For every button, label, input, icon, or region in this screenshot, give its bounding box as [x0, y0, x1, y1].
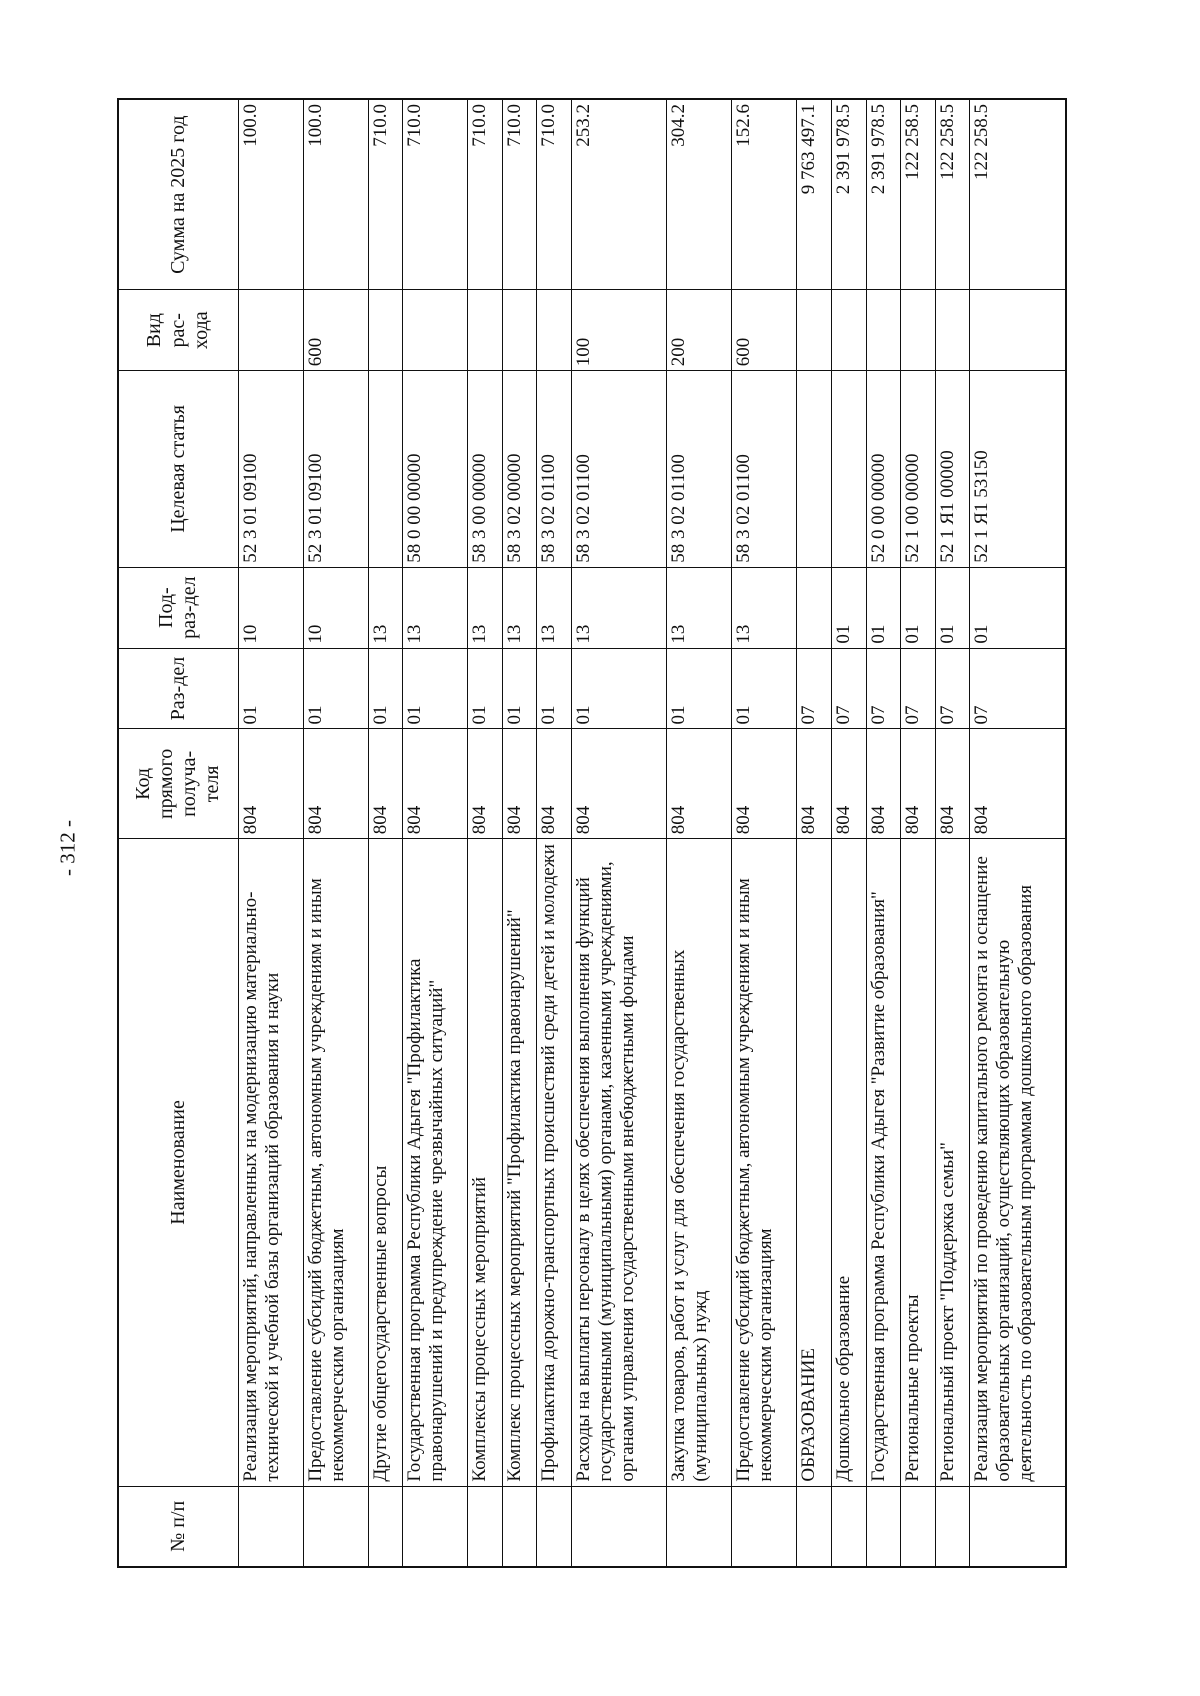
cell-target: 52 0 00 00000 — [866, 371, 901, 568]
cell-sum: 2 391 978.5 — [866, 99, 901, 290]
table-body — [238, 99, 1066, 1567]
cell-expense-type — [368, 290, 403, 371]
cell-recipient: 804 — [732, 729, 797, 839]
cell-subsection: 13 — [667, 567, 732, 648]
cell-name: Закупка товаров, работ и услуг для обеспечения государственных (муниципальных) нужд — [667, 839, 732, 1486]
cell-section: 07 — [797, 648, 832, 729]
cell-recipient: 804 — [866, 729, 901, 839]
cell-name: Предоставление субсидий бюджетным, автономным учреждениям и иным некоммерческим организациям — [732, 839, 797, 1486]
cell-sum: 2 391 978.5 — [831, 99, 866, 290]
cell-num — [537, 1486, 572, 1567]
header-subsection: Под-раз-дел — [118, 567, 238, 648]
cell-num — [571, 1486, 666, 1567]
cell-target — [797, 371, 832, 568]
cell-section: 07 — [901, 648, 936, 729]
table-row — [303, 99, 368, 1567]
cell-target: 52 1 Я1 00000 — [935, 371, 970, 568]
cell-name: Государственная программа Республики Адыгея "Развитие образования" — [866, 839, 901, 1486]
cell-section: 01 — [368, 648, 403, 729]
cell-recipient: 804 — [970, 729, 1066, 839]
cell-subsection: 13 — [502, 567, 537, 648]
cell-num — [403, 1486, 468, 1567]
cell-name: Реализация мероприятий, направленных на модернизацию материально-технической и учебной базы организаций образования и науки — [238, 839, 303, 1486]
cell-section: 07 — [970, 648, 1066, 729]
cell-subsection: 10 — [238, 567, 303, 648]
cell-name: Дошкольное образование — [831, 839, 866, 1486]
cell-num — [935, 1486, 970, 1567]
cell-expense-type: 100 — [571, 290, 666, 371]
cell-subsection: 10 — [303, 567, 368, 648]
table-row — [468, 99, 503, 1567]
cell-name: Предоставление субсидий бюджетным, автономным учреждениям и иным некоммерческим организациям — [303, 839, 368, 1486]
cell-sum: 710.0 — [468, 99, 503, 290]
table-row — [866, 99, 901, 1567]
cell-expense-type: 600 — [303, 290, 368, 371]
cell-subsection: 01 — [935, 567, 970, 648]
cell-num — [468, 1486, 503, 1567]
header-section: Раз-дел — [118, 648, 238, 729]
cell-section: 01 — [468, 648, 503, 729]
cell-num — [667, 1486, 732, 1567]
table-row — [403, 99, 468, 1567]
cell-recipient: 804 — [537, 729, 572, 839]
cell-num — [797, 1486, 832, 1567]
cell-name: Расходы на выплаты персоналу в целях обеспечения выполнения функций государственными (муниципальными) органами, казенными учреждениями, органами управления государственными внебюджетными фондами — [571, 839, 666, 1486]
cell-target: 58 3 02 00000 — [502, 371, 537, 568]
cell-recipient: 804 — [935, 729, 970, 839]
cell-num — [866, 1486, 901, 1567]
cell-recipient: 804 — [502, 729, 537, 839]
cell-expense-type — [901, 290, 936, 371]
cell-target: 58 0 00 00000 — [403, 371, 468, 568]
cell-target: 52 3 01 09100 — [238, 371, 303, 568]
table-row — [901, 99, 936, 1567]
cell-num — [238, 1486, 303, 1567]
cell-name: ОБРАЗОВАНИЕ — [797, 839, 832, 1486]
cell-sum: 122 258.5 — [935, 99, 970, 290]
cell-expense-type — [468, 290, 503, 371]
cell-expense-type: 200 — [667, 290, 732, 371]
cell-expense-type — [831, 290, 866, 371]
cell-sum: 710.0 — [368, 99, 403, 290]
cell-subsection: 01 — [901, 567, 936, 648]
table-row — [571, 99, 666, 1567]
cell-name: Региональные проекты — [901, 839, 936, 1486]
table-row — [831, 99, 866, 1567]
cell-sum: 9 763 497.1 — [797, 99, 832, 290]
cell-num — [303, 1486, 368, 1567]
cell-section: 01 — [537, 648, 572, 729]
cell-target — [368, 371, 403, 568]
cell-sum: 100.0 — [303, 99, 368, 290]
cell-name: Региональный проект "Поддержка семьи" — [935, 839, 970, 1486]
cell-num — [901, 1486, 936, 1567]
table-row — [732, 99, 797, 1567]
table-row — [797, 99, 832, 1567]
cell-subsection: 13 — [537, 567, 572, 648]
cell-section: 07 — [866, 648, 901, 729]
cell-subsection: 13 — [732, 567, 797, 648]
cell-target: 52 1 00 00000 — [901, 371, 936, 568]
cell-target — [831, 371, 866, 568]
table-row — [238, 99, 303, 1567]
cell-target: 58 3 02 01100 — [667, 371, 732, 568]
cell-subsection: 13 — [403, 567, 468, 648]
table-row — [537, 99, 572, 1567]
cell-section: 07 — [935, 648, 970, 729]
cell-subsection: 13 — [368, 567, 403, 648]
cell-recipient: 804 — [797, 729, 832, 839]
cell-subsection: 01 — [866, 567, 901, 648]
cell-section: 01 — [403, 648, 468, 729]
cell-name: Государственная программа Республики Адыгея "Профилактика правонарушений и предупреждение чрезвычайных ситуаций" — [403, 839, 468, 1486]
cell-expense-type — [935, 290, 970, 371]
header-expense-type: Вид рас-хода — [118, 290, 238, 371]
cell-section: 01 — [571, 648, 666, 729]
cell-expense-type — [970, 290, 1066, 371]
cell-sum: 253.2 — [571, 99, 666, 290]
cell-subsection: 01 — [831, 567, 866, 648]
cell-section: 07 — [831, 648, 866, 729]
cell-expense-type — [502, 290, 537, 371]
page-number: - 312 - — [55, 820, 80, 876]
cell-name: Комплекс процессных мероприятий "Профилактика правонарушений" — [502, 839, 537, 1486]
cell-recipient: 804 — [238, 729, 303, 839]
cell-sum: 122 258.5 — [901, 99, 936, 290]
budget-table — [117, 98, 1067, 1568]
table-row — [368, 99, 403, 1567]
cell-sum: 152.6 — [732, 99, 797, 290]
cell-expense-type — [866, 290, 901, 371]
cell-name: Комплексы процессных мероприятий — [468, 839, 503, 1486]
cell-recipient: 804 — [667, 729, 732, 839]
cell-expense-type: 600 — [732, 290, 797, 371]
cell-sum: 710.0 — [502, 99, 537, 290]
header-target: Целевая статья — [118, 371, 238, 568]
cell-expense-type — [403, 290, 468, 371]
table-row — [970, 99, 1066, 1567]
cell-num — [732, 1486, 797, 1567]
cell-subsection: 01 — [970, 567, 1066, 648]
cell-name: Профилактика дорожно-транспортных происшествий среди детей и молодежи — [537, 839, 572, 1486]
cell-expense-type — [537, 290, 572, 371]
cell-expense-type — [238, 290, 303, 371]
cell-sum: 100.0 — [238, 99, 303, 290]
cell-section: 01 — [303, 648, 368, 729]
cell-section: 01 — [238, 648, 303, 729]
cell-num — [502, 1486, 537, 1567]
cell-recipient: 804 — [468, 729, 503, 839]
cell-recipient: 804 — [831, 729, 866, 839]
cell-recipient: 804 — [403, 729, 468, 839]
cell-recipient: 804 — [368, 729, 403, 839]
cell-subsection: 13 — [468, 567, 503, 648]
cell-name: Реализация мероприятий по проведению капитального ремонта и оснащение образовательных организаций, осуществляющих образовательную деятельность по образовательным программам дошкольного образования — [970, 839, 1066, 1486]
cell-recipient: 804 — [303, 729, 368, 839]
table-row — [935, 99, 970, 1567]
cell-expense-type — [797, 290, 832, 371]
table-row — [502, 99, 537, 1567]
cell-sum: 710.0 — [537, 99, 572, 290]
cell-target: 52 1 Я1 53150 — [970, 371, 1066, 568]
cell-section: 01 — [667, 648, 732, 729]
cell-section: 01 — [732, 648, 797, 729]
cell-num — [970, 1486, 1066, 1567]
cell-subsection — [797, 567, 832, 648]
cell-num — [368, 1486, 403, 1567]
cell-section: 01 — [502, 648, 537, 729]
cell-target: 58 3 02 01100 — [732, 371, 797, 568]
cell-target: 52 3 01 09100 — [303, 371, 368, 568]
cell-target: 58 3 02 01100 — [537, 371, 572, 568]
header-name: Наименование — [118, 839, 238, 1486]
cell-name: Другие общегосударственные вопросы — [368, 839, 403, 1486]
cell-target: 58 3 00 00000 — [468, 371, 503, 568]
cell-sum: 122 258.5 — [970, 99, 1066, 290]
cell-subsection: 13 — [571, 567, 666, 648]
cell-sum: 710.0 — [403, 99, 468, 290]
header-sum: Сумма на 2025 год — [118, 99, 238, 290]
header-recipient: Код прямого получа-теля — [118, 729, 238, 839]
cell-num — [831, 1486, 866, 1567]
table-header — [118, 99, 238, 1567]
rotated-table-container — [117, 98, 1067, 1568]
table-row — [667, 99, 732, 1567]
cell-recipient: 804 — [901, 729, 936, 839]
cell-recipient: 804 — [571, 729, 666, 839]
cell-target: 58 3 02 01100 — [571, 371, 666, 568]
header-num: № п/п — [118, 1486, 238, 1567]
cell-sum: 304.2 — [667, 99, 732, 290]
